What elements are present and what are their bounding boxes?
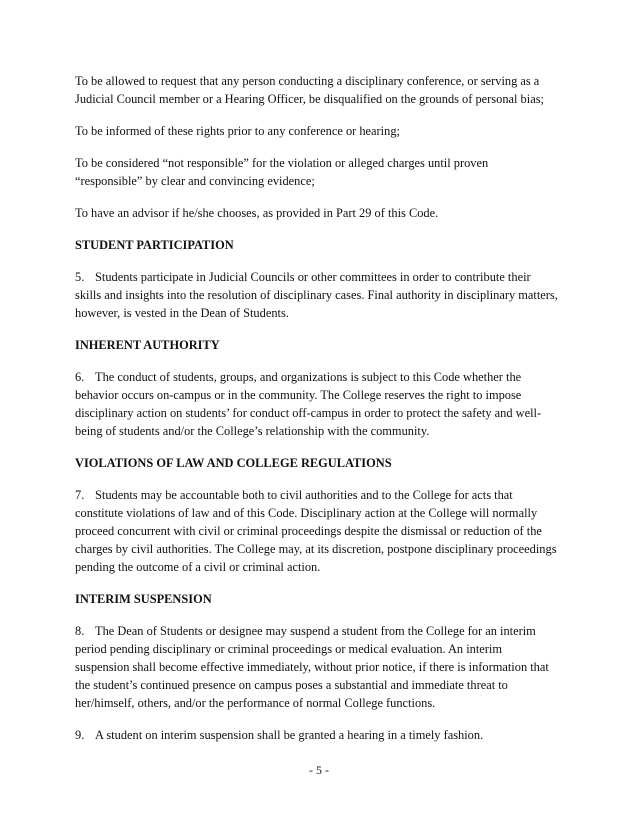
section-paragraph — [75, 622, 575, 712]
text-line — [75, 622, 575, 640]
text-line: To have an advisor if he/she chooses, as provided in Part 29 of this Code. — [75, 206, 439, 220]
section-heading: VIOLATIONS OF LAW AND COLLEGE REGULATIONS — [75, 456, 392, 470]
paragraph-number: 9. — [75, 728, 85, 742]
text-span: Students may be accountable both to civil authorities and to the College for acts that — [95, 488, 513, 502]
text-line: charges by civil authorities. The College may, at its discretion, postpone disciplinary proceedings — [75, 542, 557, 556]
text-line — [75, 268, 575, 286]
text-span: The conduct of students, groups, and organizations is subject to this Code whether the — [95, 370, 522, 384]
section-paragraph — [75, 368, 575, 440]
text-line: pending the outcome of a civil or criminal action. — [75, 560, 321, 574]
text-line: being of students and/or the College’s relationship with the community. — [75, 424, 430, 438]
text-line: constitute violations of law and of this Code. Disciplinary action at the College will normally — [75, 506, 538, 520]
right-paragraph — [75, 154, 575, 190]
text-line: the student’s continued presence on campus poses a substantial and immediate threat to — [75, 678, 508, 692]
text-line — [75, 368, 575, 386]
text-line — [75, 726, 575, 744]
text-span: The Dean of Students or designee may suspend a student from the College for an interim — [95, 624, 536, 638]
section-paragraph — [75, 726, 575, 744]
text-line: period pending disciplinary or criminal proceedings or medical evaluation. An interim — [75, 642, 503, 656]
right-paragraph — [75, 72, 575, 108]
text-span: Students participate in Judicial Councils or other committees in order to contribute their — [95, 270, 531, 284]
text-line: behavior occurs on-campus or in the community. The College reserves the right to impose — [75, 388, 522, 402]
paragraph-number: 7. — [75, 488, 85, 502]
paragraph-number: 6. — [75, 370, 85, 384]
text-line: To be informed of these rights prior to any conference or hearing; — [75, 124, 400, 138]
text-line — [75, 486, 575, 504]
text-line: “responsible” by clear and convincing evidence; — [75, 174, 315, 188]
page-number: - 5 - — [309, 763, 329, 777]
section-paragraph — [75, 268, 575, 322]
section-paragraph — [75, 486, 575, 576]
text-line: her/himself, others, and/or the performance of normal College functions. — [75, 696, 436, 710]
text-span: A student on interim suspension shall be granted a hearing in a timely fashion. — [95, 728, 484, 742]
document-page — [75, 72, 575, 758]
paragraph-number: 8. — [75, 624, 85, 638]
text-line: To be considered “not responsible” for the violation or alleged charges until proven — [75, 156, 489, 170]
text-line: suspension shall become effective immediately, without prior notice, if there is information that — [75, 660, 549, 674]
paragraph-number: 5. — [75, 270, 85, 284]
text-line: disciplinary action on students’ for conduct off-campus in order to protect the safety and well- — [75, 406, 542, 420]
text-line: Judicial Council member or a Hearing Officer, be disqualified on the grounds of personal bias; — [75, 92, 544, 106]
section-heading: INTERIM SUSPENSION — [75, 592, 212, 606]
text-line: skills and insights into the resolution of disciplinary cases. Final authority in disciplinary matters, — [75, 288, 558, 302]
section-heading: STUDENT PARTICIPATION — [75, 238, 234, 252]
section-heading: INHERENT AUTHORITY — [75, 338, 220, 352]
right-paragraph — [75, 204, 575, 222]
text-line: however, is vested in the Dean of Students. — [75, 306, 289, 320]
right-paragraph — [75, 122, 575, 140]
text-line: To be allowed to request that any person conducting a disciplinary conference, or serving as a — [75, 74, 540, 88]
text-line: proceed concurrent with civil or criminal proceedings despite the dismissal or reduction of the — [75, 524, 542, 538]
